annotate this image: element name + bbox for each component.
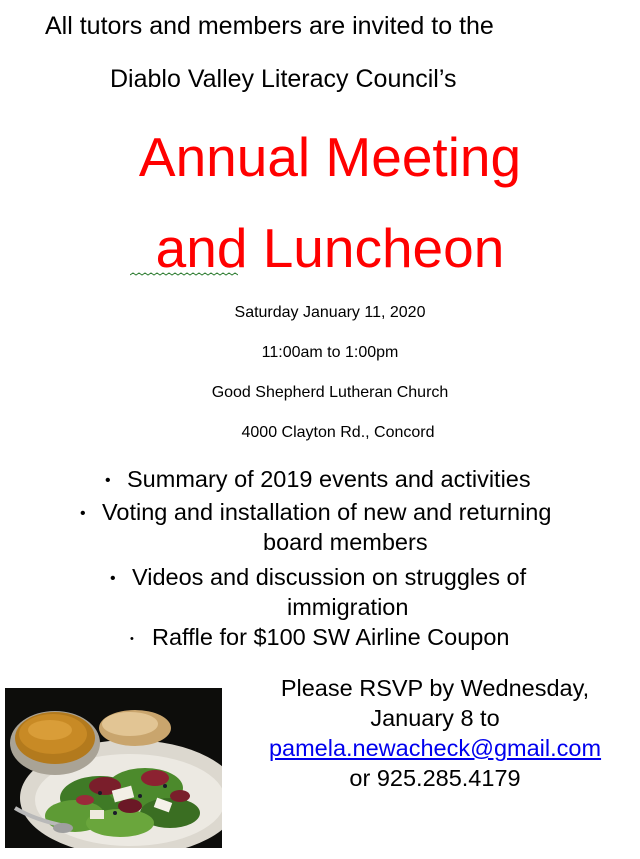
- intro-line-1: All tutors and members are invited to the: [45, 12, 494, 40]
- salad-and-soup-photo: [5, 688, 222, 848]
- agenda-item-3-continued: immigration: [287, 594, 409, 620]
- event-venue: Good Shepherd Lutheran Church: [211, 384, 449, 401]
- agenda-item-text: Videos and discussion on struggles of: [132, 564, 527, 590]
- bullet-icon: •: [105, 471, 111, 489]
- agenda-item-text: Summary of 2019 events and activities: [127, 466, 531, 492]
- rsvp-line-2: January 8 to: [370, 705, 500, 731]
- rsvp-email-link[interactable]: pamela.newacheck@gmail.com: [268, 735, 602, 761]
- agenda-item-text: Voting and installation of new and returning: [102, 499, 552, 525]
- rsvp-phone: or 925.285.4179: [349, 765, 521, 791]
- bullet-icon: •: [130, 632, 134, 645]
- agenda-item-4: [130, 622, 510, 654]
- event-date: Saturday January 11, 2020: [234, 304, 426, 321]
- title-line-1: Annual Meeting: [138, 126, 522, 188]
- agenda-item-2: [80, 497, 551, 529]
- agenda-item-text: Raffle for $100 SW Airline Coupon: [152, 624, 510, 650]
- rsvp-line-1: Please RSVP by Wednesday,: [280, 675, 590, 701]
- agenda-item-3: [110, 562, 526, 594]
- title-line-2: and Luncheon: [155, 217, 505, 279]
- spellcheck-squiggle: [130, 272, 238, 276]
- event-time: 11:00am to 1:00pm: [261, 344, 399, 361]
- intro-line-2: Diablo Valley Literacy Council’s: [110, 65, 457, 93]
- bullet-icon: •: [110, 569, 116, 587]
- rsvp-email-row: [230, 733, 640, 763]
- agenda-item-1: [105, 464, 531, 496]
- event-address: 4000 Clayton Rd., Concord: [241, 424, 435, 441]
- bullet-icon: •: [80, 504, 86, 522]
- agenda-item-2-continued: board members: [263, 529, 428, 555]
